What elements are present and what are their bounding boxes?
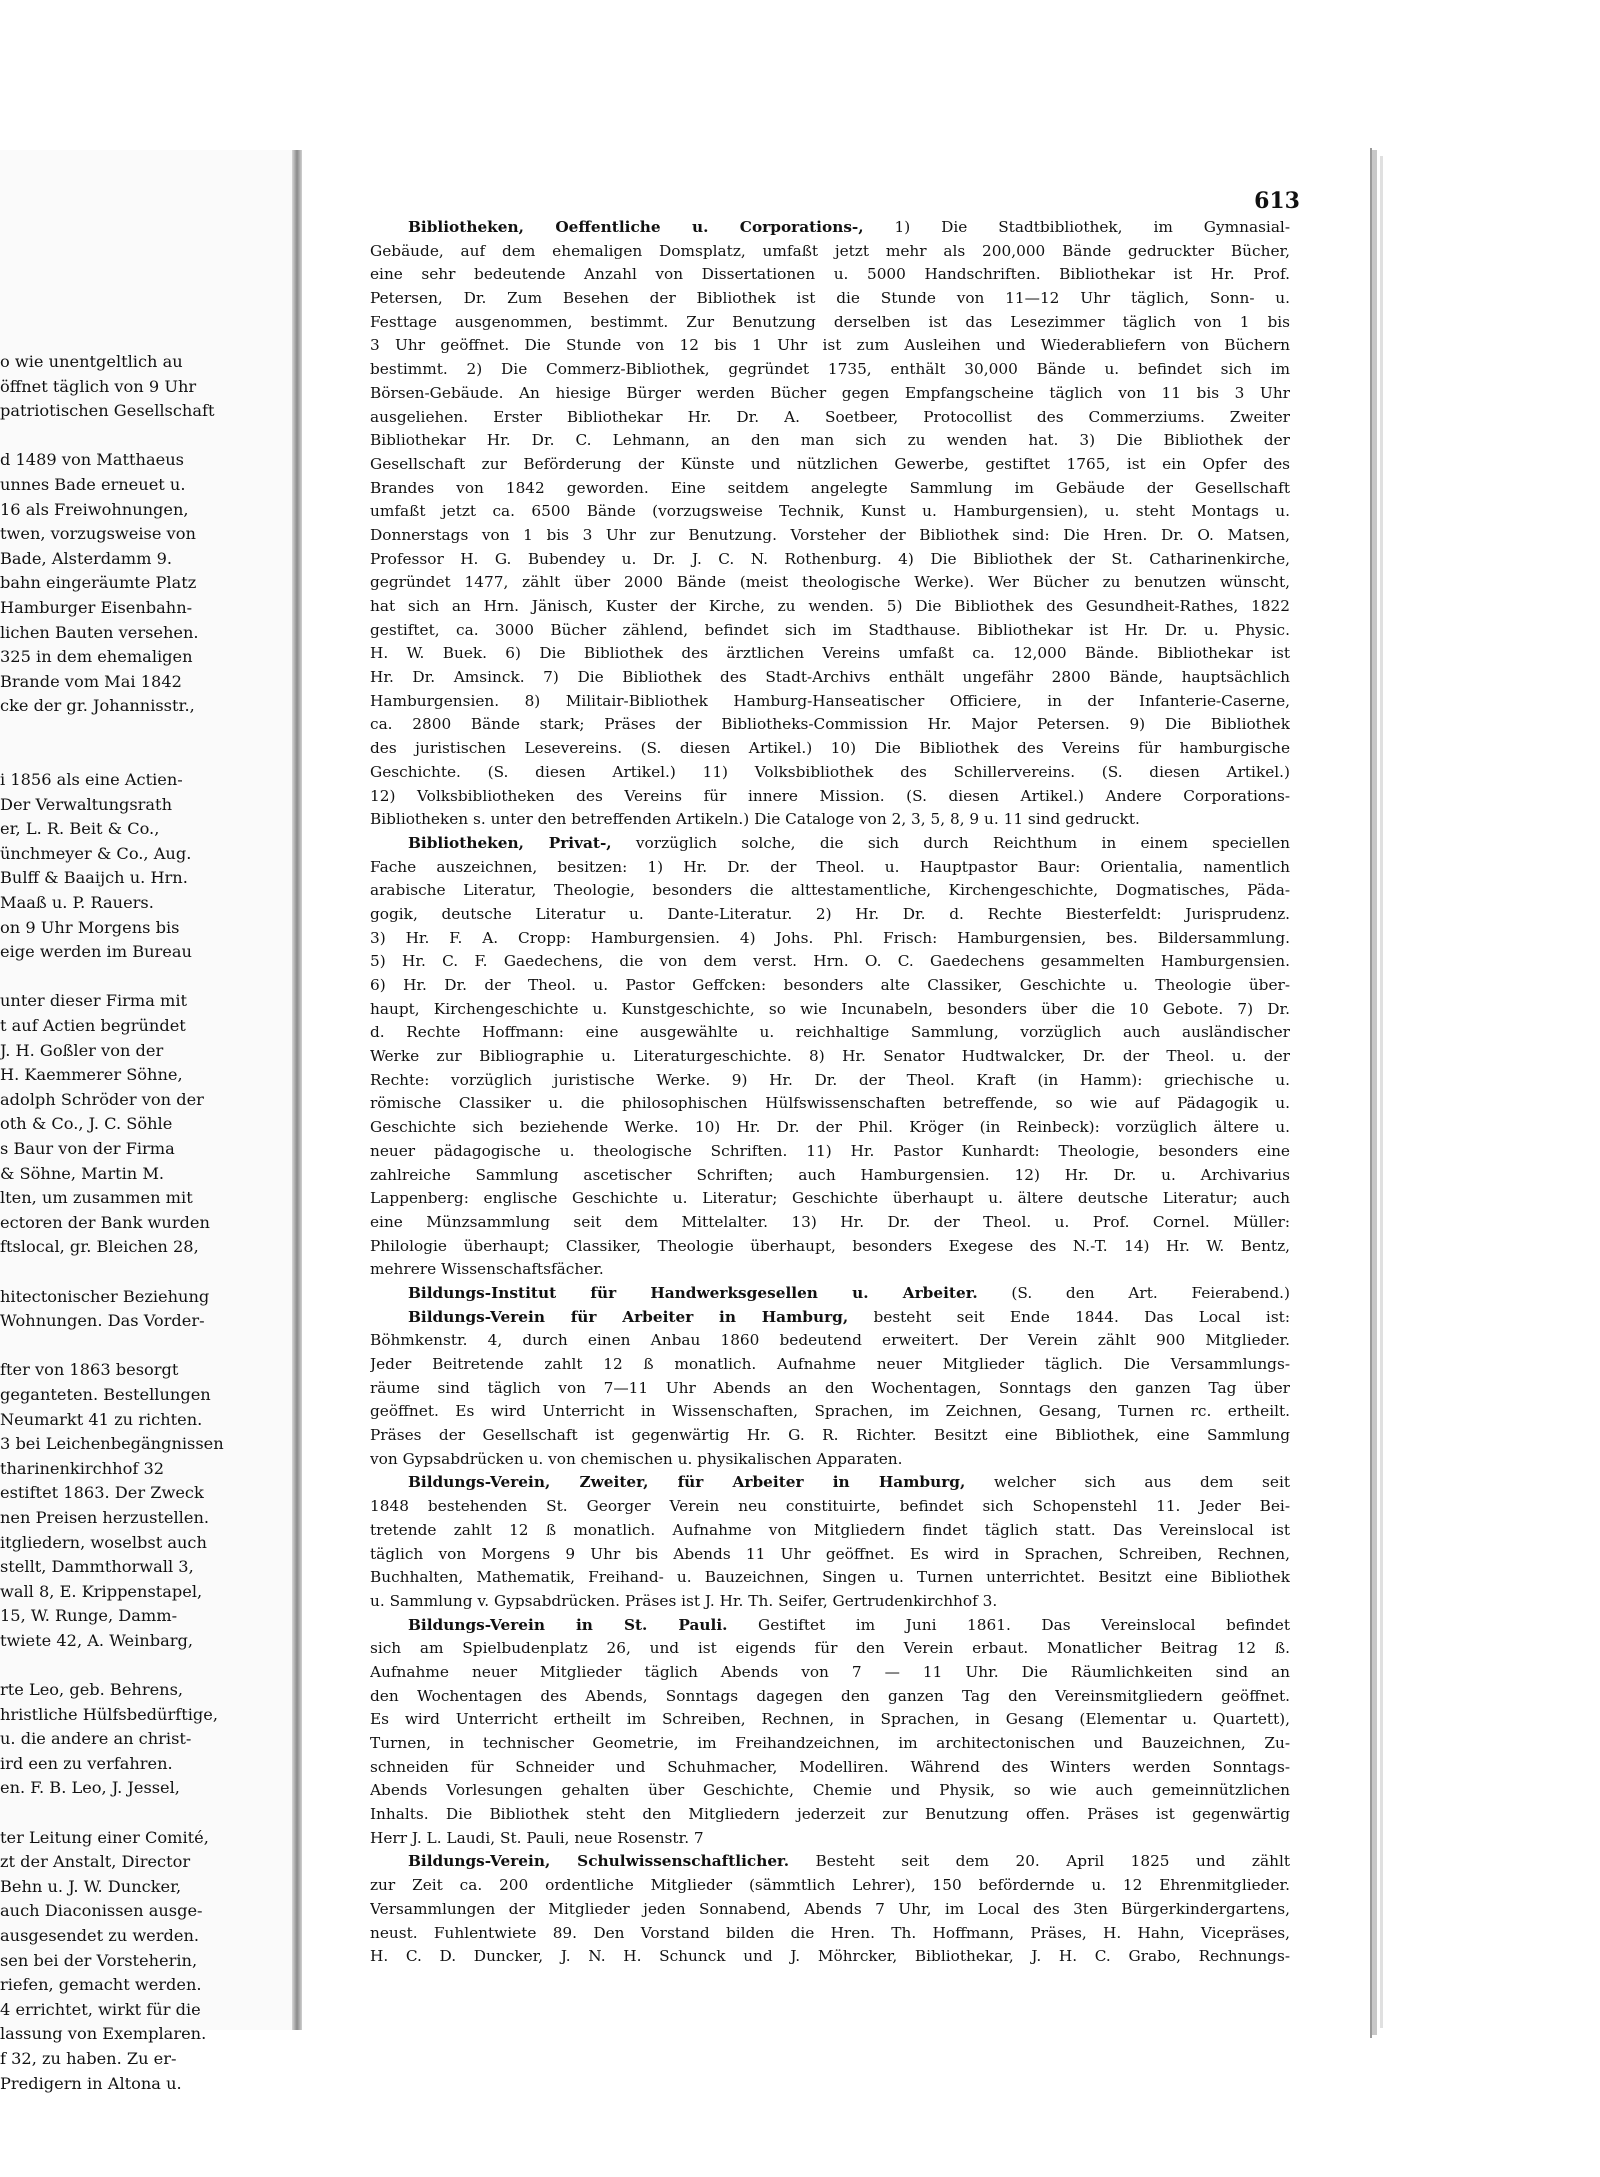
left-text-line: sen bei der Vorsteherin, (0, 1950, 198, 1970)
line-text: Brandes von 1842 geworden. Eine seitdem angelegte Sammlung im Gebäude der Gesellschaft (370, 478, 1290, 497)
text-line (370, 761, 1290, 785)
left-text-line: on 9 Uhr Morgens bis (0, 917, 180, 937)
line-text: von Gypsabdrücken u. von chemischen u. physikalischen Apparaten. (370, 1449, 903, 1468)
line-text: vorzüglich solche, die sich durch Reichthum in einem speciellen (611, 833, 1290, 852)
text-line (370, 1519, 1290, 1543)
line-text: Aufnahme neuer Mitglieder täglich Abends von 7 — 11 Uhr. Die Räumlichkeiten sind an (370, 1662, 1290, 1681)
page-edge (1372, 150, 1377, 2035)
line-text: gegründet 1477, zählt über 2000 Bände (meist theologische Werke). Wer Bücher zu benutzen wünscht, (370, 573, 1290, 592)
left-text-line: Maaß u. P. Rauers. (0, 893, 154, 913)
text-line (370, 879, 1290, 903)
text-line (370, 1827, 1290, 1851)
text-line (370, 1448, 1290, 1472)
text-line (370, 287, 1290, 311)
left-text-line (0, 744, 284, 769)
left-text-line: Hamburger Eisenbahn- (0, 597, 193, 617)
line-text: geöffnet. Es wird Unterricht in Wissenschaften, Sprachen, im Zeichnen, Gesang, Turnen rc. ertheilt. (370, 1402, 1290, 1421)
line-text: Hr. Dr. Amsinck. 7) Die Bibliothek des Stadt-Archivs enthält ungefähr 2800 Bände, hauptsächlich (370, 668, 1290, 687)
left-text-line: 15, W. Runge, Damm- (0, 1606, 178, 1626)
left-text-line: geganteten. Bestellungen (0, 1384, 211, 1404)
left-text-line: en. F. B. Leo, J. Jessel, (0, 1778, 180, 1798)
text-line (370, 1543, 1290, 1567)
left-text-line: ftslocal, gr. Bleichen 28, (0, 1237, 199, 1257)
line-text: Petersen, Dr. Zum Besehen der Bibliothek ist die Stunde von 11—12 Uhr täglich, Sonn- u. (370, 289, 1290, 308)
line-text: Fache auszeichnen, besitzen: 1) Hr. Dr. der Theol. u. Hauptpastor Baur: Orientalia, namentlich (370, 857, 1290, 876)
left-text-line: estiftet 1863. Der Zweck (0, 1483, 204, 1503)
entry-heading-line (370, 832, 1290, 856)
line-text: Besteht seit dem 20. April 1825 und zählt (789, 1852, 1290, 1871)
line-text: Geschichte. (S. diesen Artikel.) 11) Volksbibliothek des Schillervereins. (S. diesen Artikel.) (370, 762, 1290, 781)
left-text-line: Bade, Alsterdamm 9. (0, 548, 173, 568)
line-text: schneiden für Schneider und Schuhmacher, Modelliren. Während des Winters werden Sonntags- (370, 1757, 1290, 1776)
text-line (370, 1756, 1290, 1780)
text-line (370, 856, 1290, 880)
line-text: Gesellschaft zur Beförderung der Künste und nützlichen Gewerbe, gestiftet 1765, ist ein Opfer des (370, 454, 1290, 473)
text-line (370, 571, 1290, 595)
left-text-line: u. die andere an christ- (0, 1729, 192, 1749)
left-text-line: ünchmeyer & Co., Aug. (0, 843, 192, 863)
text-line (370, 1069, 1290, 1093)
text-line (370, 1661, 1290, 1685)
line-text: gogik, deutsche Literatur u. Dante-Literatur. 2) Hr. Dr. d. Rechte Biesterfeldt: Jurisprudenz. (370, 904, 1290, 923)
line-text: Abends Vorlesungen gehalten über Geschichte, Chemie und Physik, so wie auch gemeinnützlichen (370, 1781, 1290, 1800)
left-text-line: lten, um zusammen mit (0, 1188, 193, 1208)
left-text-line: ausgesendet zu werden. (0, 1926, 200, 1945)
text-line (370, 429, 1290, 453)
text-line (370, 1329, 1290, 1353)
text-line (370, 1211, 1290, 1235)
left-text-line: adolph Schröder von der (0, 1089, 204, 1109)
text-line (370, 1898, 1290, 1922)
line-text: hat sich an Hrn. Jänisch, Kuster der Kirche, zu wenden. 5) Die Bibliothek des Gesundheit-Rathes, 1822 (370, 597, 1290, 615)
text-line (370, 666, 1290, 690)
left-text-line: hitectonischer Beziehung (0, 1286, 210, 1306)
line-text: Donnerstags von 1 bis 3 Uhr zur Benutzung. Vorsteher der Bibliothek sind: Die Hren. Dr. O. Matsen, (370, 525, 1290, 544)
line-text: gestiftet, ca. 3000 Bücher zählend, befindet sich im Stadthause. Bibliothekar ist Hr. Dr. u. Physic. (370, 620, 1290, 639)
left-text-line: 3 bei Leichenbegängnissen (0, 1434, 224, 1454)
line-text: Gestiftet im Juni 1861. Das Vereinslocal befindet (727, 1615, 1290, 1634)
left-text-line: unter dieser Firma mit (0, 991, 188, 1011)
book-gutter (292, 150, 302, 2030)
left-text-line: oth & Co., J. C. Söhle (0, 1114, 173, 1134)
text-line (370, 1187, 1290, 1211)
line-text: Versammlungen der Mitglieder jeden Sonnabend, Abends 7 Uhr, im Local des 3ten Bürgerkindergartens, (370, 1899, 1290, 1918)
line-text: tretende zahlt 12 ß monatlich. Aufnahme von Mitgliedern findet täglich statt. Das Vereinslocal ist (370, 1520, 1290, 1539)
left-text-line: tharinenkirchhof 32 (0, 1458, 165, 1478)
line-text: welcher sich aus dem seit (965, 1473, 1290, 1492)
entry-heading: Bildungs-Institut für Handwerksgesellen u. Arbeiter. (408, 1283, 978, 1302)
line-text: Herr J. L. Laudi, St. Pauli, neue Rosenstr. 7 (370, 1828, 704, 1847)
line-text: eine Münzsammlung seit dem Mittelalter. 13) Hr. Dr. der Theol. u. Prof. Cornel. Müller: (370, 1212, 1290, 1231)
line-text: räume sind täglich von 7—11 Uhr Abends an den Wochentagen, Sonntags den ganzen Tag über (370, 1378, 1290, 1397)
line-text: d. Rechte Hoffmann: eine ausgewählte u. reichhaltige Sammlung, vorzüglich auch ausländischer (370, 1023, 1290, 1042)
line-text: täglich von Morgens 9 Uhr bis Abends 11 Uhr geöffnet. Es wird in Sprachen, Schreiben, Rechnen, (370, 1544, 1290, 1563)
text-line (370, 1235, 1290, 1259)
text-line (370, 1164, 1290, 1188)
left-text-line: eige werden im Bureau (0, 942, 192, 962)
entry-heading-line (370, 1282, 1290, 1306)
text-line (370, 1377, 1290, 1401)
left-text-line (0, 965, 284, 990)
line-text: römische Classiker u. die philosophischen Hülfswissenschaften betreffende, so wie auf Pädagogik u. (370, 1094, 1290, 1113)
line-text: haupt, Kirchengeschichte u. Kunstgeschichte, so wie Incunabeln, besonders über die 10 Gebote. 7) Dr. (370, 999, 1290, 1018)
text-line (370, 1424, 1290, 1448)
text-line (370, 1258, 1290, 1282)
left-text-line: Predigern in Altona u. (0, 2073, 182, 2093)
left-page (0, 150, 300, 2093)
line-text: Hamburgensien. 8) Militair-Bibliothek Hamburg-Hanseatischer Officiere, in der Infanterie-Caserne, (370, 691, 1290, 710)
left-text-line: Behn u. J. W. Duncker, (0, 1876, 182, 1896)
text-line (370, 974, 1290, 998)
line-text: umfaßt jetzt ca. 6500 Bände (vorzugsweise Technik, Kunst u. Hamburgensien), u. steht Montags u. (370, 502, 1290, 521)
line-text: zur Zeit ca. 200 ordentliche Mitglieder (sämmtlich Lehrer), 150 befördernde u. 12 Ehrenmitglieder. (370, 1876, 1290, 1895)
left-text-line: öffnet täglich von 9 Uhr (0, 376, 197, 396)
line-text: mehrere Wissenschaftsfächer. (370, 1260, 604, 1279)
left-text-line: nen Preisen herzustellen. (0, 1507, 210, 1527)
left-text-line: 4 errichtet, wirkt für die (0, 1999, 201, 2019)
line-text: neust. Fuhlentwiete 89. Den Vorstand bilden die Hren. Th. Hoffmann, Präses, H. Hahn, Vicepräses, (370, 1923, 1290, 1942)
line-text: Börsen-Gebäude. An hiesige Bürger werden Bücher gegen Empfangscheine täglich von 11 bis 3 Uhr (370, 383, 1290, 402)
left-text-line: zt der Anstalt, Director (0, 1852, 191, 1872)
entry-heading-line (370, 1850, 1290, 1874)
left-text-line: & Söhne, Martin M. (0, 1163, 165, 1183)
left-text-line (0, 1801, 284, 1826)
left-text-line: bahn eingeräumte Platz (0, 573, 197, 593)
text-line (370, 1732, 1290, 1756)
text-line (370, 903, 1290, 927)
left-page-text (0, 350, 284, 2096)
line-text: Inhalts. Die Bibliothek steht den Mitgliedern jederzeit zur Benutzung offen. Präses ist gegenwärtig (370, 1805, 1290, 1824)
page-number: 613 (1254, 188, 1300, 214)
line-text: Festtage ausgenommen, bestimmt. Zur Benutzung derselben ist das Lesezimmer täglich von 1 bis (370, 312, 1290, 331)
right-page-text (370, 216, 1290, 1969)
text-line (370, 1353, 1290, 1377)
right-page (302, 148, 1372, 2038)
text-line (370, 1637, 1290, 1661)
text-line (370, 240, 1290, 264)
left-text-line (0, 1334, 284, 1359)
left-text-line: unnes Bade erneuet u. (0, 474, 186, 494)
text-line (370, 477, 1290, 501)
left-text-line: Brande vom Mai 1842 (0, 671, 182, 691)
line-text: Präses der Gesellschaft ist gegenwärtig Hr. G. R. Richter. Besitzt eine Bibliothek, eine Sammlung (370, 1426, 1290, 1445)
text-line (370, 406, 1290, 430)
left-text-line: t auf Actien begründet (0, 1016, 186, 1036)
line-text: Buchhalten, Mathematik, Freihand- u. Bauzeichnen, Singen u. Turnen unterrichtet. Besitzt eine Bibliothek (370, 1568, 1290, 1587)
text-line (370, 548, 1290, 572)
line-text: besteht seit Ende 1844. Das Local ist: (848, 1307, 1290, 1326)
line-text: 1848 bestehenden St. Georger Verein neu constituirte, befindet sich Schopenstehl 11. Jeder Bei- (370, 1497, 1290, 1516)
left-text-line: ird een zu verfahren. (0, 1753, 173, 1773)
line-text: ca. 2800 Bände stark; Präses der Bibliotheks-Commission Hr. Major Petersen. 9) Die Bibliothek (370, 715, 1290, 734)
left-text-line: twen, vorzugsweise von (0, 524, 196, 544)
line-text: Professor H. G. Bubendey u. Dr. J. C. N. Rothenburg. 4) Die Bibliothek der St. Catharinenkirche, (370, 549, 1290, 568)
left-text-line: cke der gr. Johannisstr., (0, 696, 195, 716)
left-text-line: ter Leitung einer Comité, (0, 1827, 209, 1847)
text-line (370, 1092, 1290, 1116)
line-text: 1) Die Stadtbibliothek, im Gymnasial- (863, 218, 1290, 236)
left-text-line: rte Leo, geb. Behrens, (0, 1680, 184, 1700)
line-text: Bibliothekar Hr. Dr. C. Lehmann, an den man sich zu wenden hat. 3) Die Bibliothek der (370, 431, 1290, 450)
line-text: Philologie überhaupt; Classiker, Theologie überhaupt, besonders Exegese des N.-T. 14) Hr. W. Bentz, (370, 1236, 1290, 1255)
entry-heading-line (370, 1471, 1290, 1495)
text-line (370, 1590, 1290, 1614)
left-text-line: patriotischen Gesellschaft (0, 401, 215, 421)
line-text: 12) Volksbibliotheken des Vereins für innere Mission. (S. diesen Artikel.) Andere Corporations- (370, 786, 1290, 805)
line-text: Gebäude, auf dem ehemaligen Domsplatz, umfaßt jetzt mehr als 200,000 Bände gedruckter Bücher, (370, 241, 1290, 260)
line-text: H. C. D. Duncker, J. N. H. Schunck und J. Möhrcker, Bibliothekar, J. H. C. Grabo, Rechnungs- (370, 1947, 1290, 1966)
left-text-line: J. H. Goßler von der (0, 1040, 164, 1060)
line-text: u. Sammlung v. Gypsabdrücken. Präses ist J. Hr. Th. Seifer, Gertrudenkirchhof 3. (370, 1591, 998, 1610)
text-line (370, 263, 1290, 287)
text-line (370, 1803, 1290, 1827)
entry-heading-line (370, 1306, 1290, 1330)
left-text-line: hristliche Hülfsbedürftige, (0, 1704, 218, 1724)
text-line (370, 1685, 1290, 1709)
line-text: Turnen, in technischer Geometrie, im Freihandzeichnen, im architectonischen und Bauzeichnen, Zu- (370, 1734, 1290, 1752)
entry-heading: Bibliotheken, Oeffentliche u. Corporations-, (408, 218, 864, 236)
line-text: neuer pädagogische u. theologische Schriften. 11) Hr. Pastor Kunhardt: Theologie, besonders eine (370, 1141, 1290, 1160)
line-text: (S. den Art. Feierabend.) (977, 1283, 1290, 1302)
left-text-line: 16 als Freiwohnungen, (0, 499, 189, 519)
line-text: eine sehr bedeutende Anzahl von Dissertationen u. 5000 Handschriften. Bibliothekar ist Hr. Prof. (370, 265, 1290, 284)
left-text-line: Der Verwaltungsrath (0, 794, 172, 814)
text-line (370, 334, 1290, 358)
line-text: Lappenberg: englische Geschichte u. Literatur; Geschichte überhaupt u. ältere deutsche Literatur; auch (370, 1189, 1290, 1208)
text-line (370, 453, 1290, 477)
left-text-line (0, 424, 284, 449)
text-line (370, 619, 1290, 643)
text-line (370, 311, 1290, 335)
text-line (370, 1140, 1290, 1164)
line-text: sich am Spielbudenplatz 26, und ist eigends für den Verein erbaut. Monatlicher Beitrag 12 ß. (370, 1639, 1290, 1658)
left-text-line (0, 1260, 284, 1285)
text-line (370, 382, 1290, 406)
entry-heading-line (370, 216, 1290, 240)
left-text-line: Wohnungen. Das Vorder- (0, 1311, 205, 1331)
left-text-line (0, 719, 284, 744)
left-text-line: 325 in dem ehemaligen (0, 647, 193, 667)
left-text-line: d 1489 von Matthaeus (0, 450, 184, 470)
left-text-line: i 1856 als eine Actien- (0, 770, 183, 790)
text-line (370, 998, 1290, 1022)
line-text: 3) Hr. F. A. Cropp: Hamburgensien. 4) Johs. Phl. Frisch: Hamburgensien, bes. Bildersammlung. (370, 928, 1290, 947)
entry-heading: Bildungs-Verein in St. Pauli. (408, 1615, 728, 1634)
line-text: Geschichte sich beziehende Werke. 10) Hr. Dr. der Phil. Kröger (in Reinbeck): vorzüglich ältere u. (370, 1118, 1290, 1137)
left-text-line: Bulff & Baaijch u. Hrn. (0, 868, 188, 888)
line-text: 3 Uhr geöffnet. Die Stunde von 12 bis 1 Uhr ist zum Ausleihen und Wiederabliefern von Büchern (370, 336, 1290, 355)
left-text-line: H. Kaemmerer Söhne, (0, 1065, 183, 1085)
text-line (370, 1779, 1290, 1803)
left-text-line: itgliedern, woselbst auch (0, 1532, 207, 1552)
text-line (370, 1945, 1290, 1969)
line-text: bestimmt. 2) Die Commerz-Bibliothek, gegründet 1735, enthält 30,000 Bände u. befindet sich im (370, 360, 1290, 379)
text-line (370, 713, 1290, 737)
line-text: zahlreiche Sammlung ascetischer Schriften; auch Hamburgensien. 12) Hr. Dr. u. Archivarius (370, 1165, 1290, 1184)
left-text-line: lassung von Exemplaren. (0, 2024, 207, 2044)
line-text: arabische Literatur, Theologie, besonders die alttestamentliche, Kirchengeschichte, Dogmatisches, Päda- (370, 881, 1290, 900)
entry-heading: Bildungs-Verein, Zweiter, für Arbeiter in Hamburg, (408, 1473, 966, 1492)
line-text: Böhmkenstr. 4, durch einen Anbau 1860 bedeutend erweitert. Der Verein zählt 900 Mitglieder. (370, 1331, 1290, 1350)
text-line (370, 808, 1290, 832)
text-line (370, 1708, 1290, 1732)
line-text: 5) Hr. C. F. Gaedechens, die von dem verst. Hrn. O. C. Gaedechens gesammelten Hamburgensien. (370, 952, 1290, 971)
line-text: Es wird Unterricht ertheilt im Schreiben, Rechnen, in Sprachen, in Gesang (Elementar u. Quartett), (370, 1710, 1290, 1729)
text-line (370, 358, 1290, 382)
line-text: Bibliotheken s. unter den betreffenden Artikeln.) Die Cataloge von 2, 3, 5, 8, 9 u. 11 sind gedruckt. (370, 810, 1140, 829)
text-line (370, 1116, 1290, 1140)
text-line (370, 1566, 1290, 1590)
text-line (370, 1922, 1290, 1946)
text-line (370, 927, 1290, 951)
text-line (370, 595, 1290, 619)
left-text-line: auch Diaconissen ausge- (0, 1901, 203, 1921)
text-line (370, 737, 1290, 761)
entry-heading: Bildungs-Verein für Arbeiter in Hamburg, (408, 1307, 849, 1326)
text-line (370, 1495, 1290, 1519)
line-text: ausgeliehen. Erster Bibliothekar Hr. Dr. A. Soetbeer, Protocollist des Commerziums. Zweiter (370, 407, 1290, 426)
left-text-line: riefen, gemacht werden. (0, 1975, 202, 1995)
line-text: Werke zur Bibliographie u. Literaturgeschichte. 8) Hr. Senator Hudtwalcker, Dr. der Theol. u. der (370, 1047, 1290, 1066)
text-line (370, 1045, 1290, 1069)
text-line (370, 524, 1290, 548)
left-text-line: ectoren der Bank wurden (0, 1212, 210, 1232)
left-text-line: o wie unentgeltlich au (0, 352, 183, 371)
left-text-line: s Baur von der Firma (0, 1139, 175, 1158)
left-text-line (0, 1653, 284, 1678)
text-line (370, 642, 1290, 666)
line-text: Jeder Beitretende zahlt 12 ß monatlich. Aufnahme neuer Mitglieder täglich. Die Versammlungs- (370, 1355, 1290, 1373)
line-text: Rechte: vorzüglich juristische Werke. 9) Hr. Dr. der Theol. Kraft (in Hamm): griechische u. (370, 1070, 1290, 1089)
entry-heading-line (370, 1614, 1290, 1638)
line-text: des juristischen Lesevereins. (S. diesen Artikel.) 10) Die Bibliothek des Vereins für hamburgische (370, 739, 1290, 758)
left-text-line: f 32, zu haben. Zu er- (0, 2048, 177, 2068)
left-text-line: stellt, Dammthorwall 3, (0, 1557, 194, 1577)
left-text-line: wall 8, E. Krippenstapel, (0, 1581, 203, 1601)
text-line (370, 950, 1290, 974)
text-line (370, 1021, 1290, 1045)
line-text: den Wochentagen des Abends, Sonntags dagegen den ganzen Tag den Vereinsmitgliedern geöffnet. (370, 1686, 1290, 1705)
text-line (370, 500, 1290, 524)
line-text: 6) Hr. Dr. der Theol. u. Pastor Geffcken: besonders alte Classiker, Geschichte u. Theologie über- (370, 976, 1290, 994)
left-text-line: lichen Bauten versehen. (0, 622, 199, 642)
left-text-line: er, L. R. Beit & Co., (0, 819, 160, 839)
text-line (370, 690, 1290, 714)
left-text-line: twiete 42, A. Weinbarg, (0, 1630, 193, 1650)
text-line (370, 1874, 1290, 1898)
left-text-line: Neumarkt 41 zu richten. (0, 1409, 203, 1429)
entry-heading: Bibliotheken, Privat-, (408, 833, 612, 852)
page-edge-inner (1380, 156, 1383, 2028)
left-text-line: fter von 1863 besorgt (0, 1360, 179, 1380)
text-line (370, 785, 1290, 809)
entry-heading: Bildungs-Verein, Schulwissenschaftlicher. (408, 1852, 790, 1871)
line-text: H. W. Buek. 6) Die Bibliothek des ärztlichen Vereins umfaßt ca. 12,000 Bände. Bibliothekar ist (370, 644, 1290, 663)
text-line (370, 1400, 1290, 1424)
